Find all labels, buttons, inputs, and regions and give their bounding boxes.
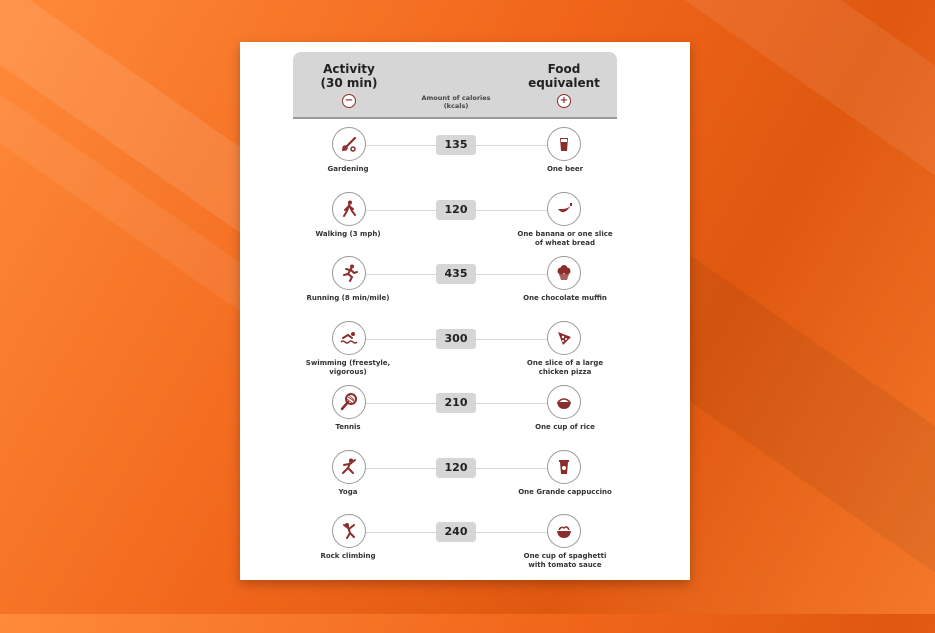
activity-label: Swimming (freestyle, vigorous): [305, 359, 391, 376]
activity-label: Walking (3 mph): [315, 230, 381, 238]
table-row: [240, 448, 690, 512]
beer-icon: [547, 127, 581, 161]
food-label: One beer: [546, 165, 584, 173]
climbing-icon: [332, 514, 366, 548]
activity-duration: (30 min): [320, 76, 378, 90]
activity-label: Yoga: [338, 488, 358, 496]
garden-shears-icon: [332, 127, 366, 161]
calorie-value: 135: [436, 135, 476, 155]
table-header: [293, 52, 617, 119]
running-icon: [332, 256, 366, 290]
activity-label: Rock climbing: [320, 552, 376, 560]
food-title: Food: [547, 62, 581, 76]
activity-label: Running (8 min/mile): [306, 294, 390, 302]
table-row: [240, 125, 690, 189]
calories-column-header: [411, 94, 501, 110]
table-row: [240, 512, 690, 576]
table-row: [240, 319, 690, 383]
food-subtitle: equivalent: [528, 76, 600, 90]
activity-label: Gardening: [327, 165, 369, 173]
yoga-icon: [332, 450, 366, 484]
calorie-value: 120: [436, 458, 476, 478]
muffin-icon: [547, 256, 581, 290]
table-row: [240, 383, 690, 447]
minus-icon: −: [342, 94, 356, 108]
calorie-value: 120: [436, 200, 476, 220]
spaghetti-bowl-icon: [547, 514, 581, 548]
calories-header-line2: (kcals): [443, 102, 469, 110]
calorie-value: 435: [436, 264, 476, 284]
swimming-icon: [332, 321, 366, 355]
banana-icon: [547, 192, 581, 226]
food-label: One cup of rice: [535, 423, 595, 431]
table-row: [240, 254, 690, 318]
walking-icon: [332, 192, 366, 226]
table-row: [240, 190, 690, 254]
pizza-icon: [547, 321, 581, 355]
food-label: One slice of a large chicken pizza: [526, 359, 604, 376]
food-label: One Grande cappuccino: [518, 488, 612, 496]
activity-title: Activity: [323, 62, 375, 76]
rice-bowl-icon: [547, 385, 581, 419]
activity-column-header: [313, 62, 385, 108]
food-column-header: [521, 62, 607, 108]
calorie-value: 210: [436, 393, 476, 413]
coffee-cup-icon: [547, 450, 581, 484]
plus-icon: +: [557, 94, 571, 108]
tennis-racket-icon: [332, 385, 366, 419]
food-label: One cup of spaghetti with tomato sauce: [523, 552, 607, 569]
calorie-value: 300: [436, 329, 476, 349]
food-label: One chocolate muffin: [523, 294, 607, 302]
calorie-value: 240: [436, 522, 476, 542]
food-label: One banana or one slice of wheat bread: [517, 230, 613, 247]
activity-label: Tennis: [335, 423, 361, 431]
infographic-sheet: [240, 42, 690, 580]
calories-header-line1: Amount of calories: [421, 94, 491, 102]
